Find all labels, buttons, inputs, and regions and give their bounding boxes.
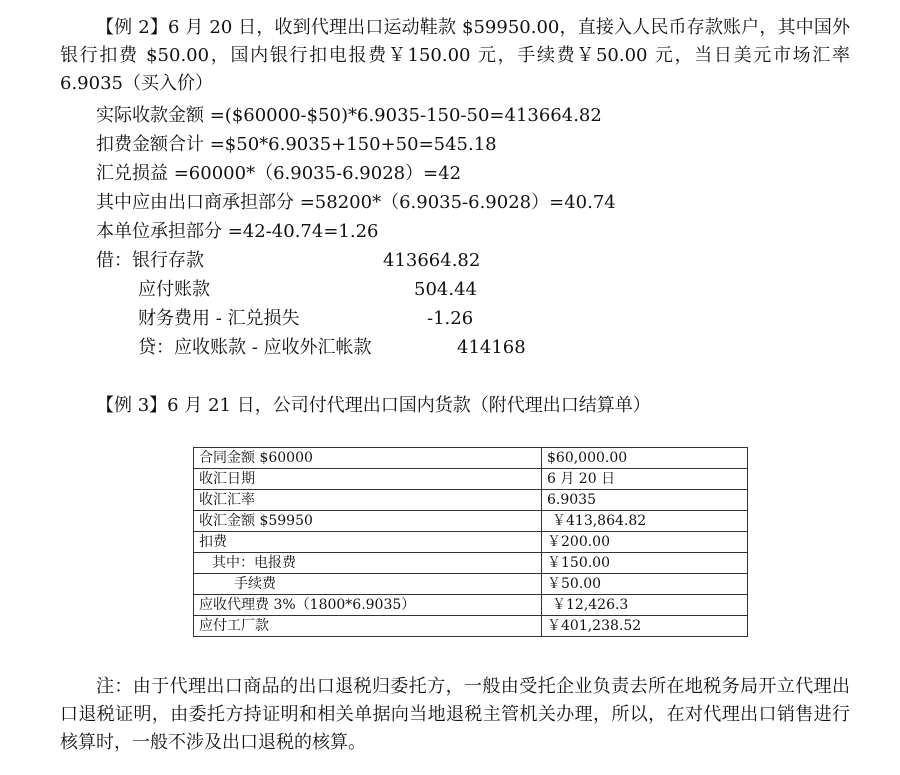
calc-line-actual-receipt: 实际收款金额 =($60000-$50)*6.9035-150-50=413664.82 <box>96 105 602 126</box>
entry-debit-amount: 413664.82 <box>383 250 481 271</box>
table-cell-value: ￥50.00 <box>542 574 748 595</box>
entry-line2-label: 应付账款 <box>138 279 210 300</box>
table-row <box>194 448 748 469</box>
entry-line2-amount: 504.44 <box>414 279 477 300</box>
entry-line3-label: 财务费用 - 汇兑损失 <box>138 308 300 329</box>
calc-line-own-share: 本单位承担部分 =42-40.74=1.26 <box>96 221 379 242</box>
calc-line-fee-total: 扣费金额合计 =$50*6.9035+150+50=545.18 <box>96 134 497 155</box>
table-cell-value: ￥413,864.82 <box>542 511 748 532</box>
table-cell-key: 其中：电报费 <box>194 553 542 574</box>
table-cell-value: $60,000.00 <box>542 448 748 469</box>
table-row <box>194 490 748 511</box>
table-cell-value: 6.9035 <box>542 490 748 511</box>
note-paragraph: 注：由于代理出口商品的出口退税归委托方，一般由受托企业负责去所在地税务局开立代理出口退税证明，由委托方持证明和相关单据向当地退税主管机关办理，所以，在对代理出口销售进行核算时，一般不涉及出口退税的核算。 <box>60 676 850 753</box>
table-cell-value: ￥12,426.3 <box>542 595 748 616</box>
table-cell-key: 收汇金额 $59950 <box>194 511 542 532</box>
entry-debit-label: 借：银行存款 <box>96 250 204 271</box>
table-row <box>194 469 748 490</box>
calc-line-exporter-share: 其中应由出口商承担部分 =58200*（6.9035-6.9028）=40.74 <box>96 192 616 213</box>
entry-credit-label: 贷：应收账款 - 应收外汇帐款 <box>138 337 372 358</box>
entry-line3-amount: -1.26 <box>427 308 474 329</box>
table-cell-key: 收汇日期 <box>194 469 542 490</box>
table-row <box>194 595 748 616</box>
table-row <box>194 553 748 574</box>
settlement-table <box>193 447 748 637</box>
table-row <box>194 616 748 637</box>
table-cell-key: 手续费 <box>194 574 542 595</box>
table-cell-value: ￥200.00 <box>542 532 748 553</box>
table-cell-key: 合同金额 $60000 <box>194 448 542 469</box>
table-row <box>194 574 748 595</box>
example3-heading: 【例 3】6 月 21 日，公司付代理出口国内货款（附代理出口结算单） <box>96 395 651 416</box>
calc-line-exchange-gain: 汇兑损益 =60000*（6.9035-6.9028）=42 <box>96 163 462 184</box>
table-cell-key: 收汇汇率 <box>194 490 542 511</box>
entry-credit-amount: 414168 <box>457 337 526 358</box>
table-cell-key: 应付工厂款 <box>194 616 542 637</box>
table-cell-value: ￥150.00 <box>542 553 748 574</box>
table-cell-key: 扣费 <box>194 532 542 553</box>
table-cell-value: ￥401,238.52 <box>542 616 748 637</box>
table-cell-key: 应收代理费 3%（1800*6.9035） <box>194 595 542 616</box>
example2-paragraph: 【例 2】6 月 20 日，收到代理出口运动鞋款 $59950.00，直接入人民币存款账户，其中国外银行扣费 $50.00，国内银行扣电报费￥150.00 元，手续费￥50.00 元，当日美元市场汇率 6.9035（买入价） <box>60 17 850 94</box>
table-row <box>194 511 748 532</box>
table-row <box>194 532 748 553</box>
table-cell-value: 6 月 20 日 <box>542 469 748 490</box>
